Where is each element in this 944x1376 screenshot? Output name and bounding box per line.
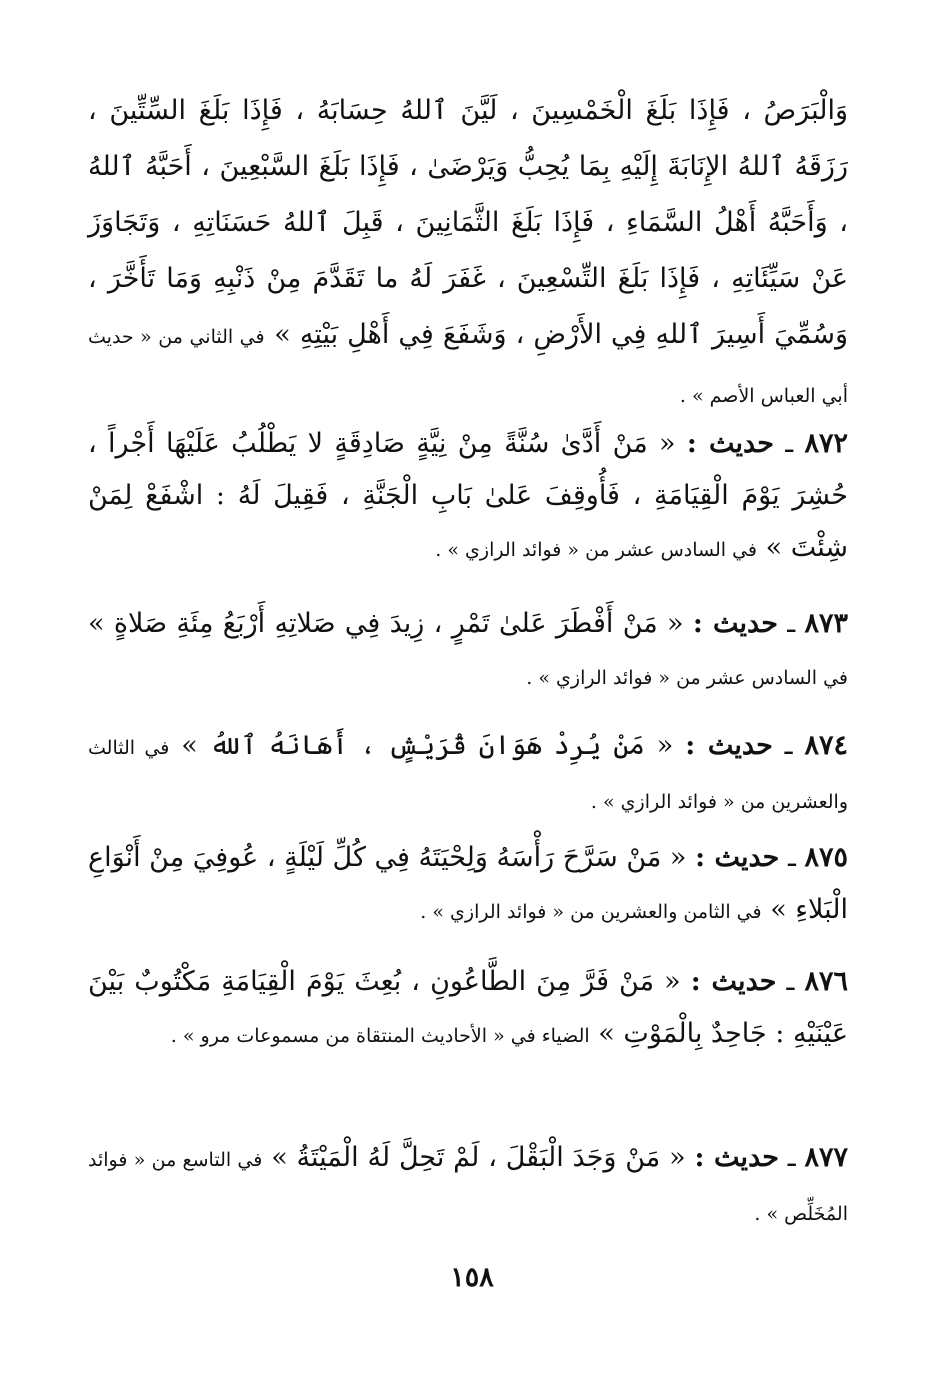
hadith-text: « مَنْ سَرَّحَ رَأْسَهُ وَلِحْيَتَهُ فِي كُلِّ لَيْلَةٍ ، عُوفِيَ مِنْ أَنْوَاعِ الْبَلاءِ » [88, 842, 848, 925]
hadith-source: في السادس عشر من « فوائد الرازي » . [526, 667, 848, 689]
hadith-label: حديث : [692, 608, 778, 639]
hadith-label: حديث : [695, 842, 780, 873]
hadith-source: في الثالث والعشرين من « فوائد الرازي » . [88, 737, 848, 813]
dash: ـ [778, 1142, 796, 1173]
hadith-source: في التاسع من « فوائد المُخَلِّص » . [88, 1149, 848, 1225]
hadith-entry [88, 720, 848, 828]
hadith-entry [88, 598, 848, 704]
continued-hadith-body: وَالْبَرَصُ ، فَإِذَا بَلَغَ الْخَمْسِينَ ، لَيَّنَ ٱللهُ حِسَابَهُ ، فَإِذَا بَلَغَ السِّتِّينَ ، رَزَقَهُ ٱللهُ الإِنَابَةَ إِلَيْهِ بِمَا يُحِبُّ وَيَرْضَىٰ ، فَإِذَا بَلَغَ السَّبْعِينَ ، أَحَبَّهُ ٱللهُ ، وَأَحَبَّهُ أَهْلُ السَّمَاءِ ، فَإِذَا بَلَغَ الثَّمَانِينَ ، قَبِلَ ٱللهُ حَسَنَاتِهِ ، وَتَجَاوَزَ عَنْ سَيِّئَاتِهِ ، فَإِذَا بَلَغَ التِّسْعِينَ ، غَفَرَ لَهُ ما تَقَدَّمَ مِنْ ذَنْبِهِ وَمَا تَأَخَّرَ ، وَسُمِّيَ أَسِيرَ ٱللهِ فِي الأَرْضِ ، وَشَفَعَ فِي أَهْلِ بَيْتِهِ » [88, 95, 848, 350]
hadith-label: حديث : [690, 966, 777, 997]
hadith-number: ٨٧٦ [804, 966, 848, 997]
hadith-text: « مَنْ وَجَدَ الْبَقْلَ ، لَمْ تَحِلَّ لَهُ الْمَيْتَةُ » [271, 1142, 686, 1173]
hadith-number: ٨٧٧ [804, 1142, 849, 1173]
hadith-number: ٨٧٢ [804, 428, 848, 459]
hadith-number: ٨٧٣ [804, 608, 848, 639]
hadith-text: « مَنْ أَفْطَرَ عَلىٰ تَمْرٍ ، زِيدَ فِي صَلاتِهِ أَرْبَعُ مِئَةِ صَلاةٍ » [88, 608, 684, 639]
page-number: ١٥٨ [450, 1262, 494, 1293]
dash: ـ [777, 608, 796, 639]
continued-hadith-source: في الثاني من « حديث أبي العباس الأصم » . [88, 326, 848, 407]
hadith-text: « مَنْ يُرِدْ هَوَانَ قُرَيْشٍ ، أَهَانَهُ ٱللهُ » [181, 730, 674, 761]
hadith-source: في السادس عشر من « فوائد الرازي » . [435, 539, 758, 561]
dash: ـ [776, 966, 795, 997]
hadith-source: في الثامن والعشرين من « فوائد الرازي » . [420, 901, 762, 923]
hadith-entry [88, 832, 848, 938]
hadith-source: الضياء في « الأحاديث المنتقاة من مسموعات مرو » . [170, 1025, 590, 1047]
dash: ـ [772, 730, 793, 761]
dash: ـ [773, 428, 794, 459]
hadith-entry [88, 1132, 848, 1240]
dash: ـ [779, 842, 796, 873]
hadith-label: حديث : [685, 730, 773, 761]
hadith-entry [88, 956, 848, 1062]
continued-hadith-text [88, 82, 848, 424]
hadith-label: حديث : [694, 1142, 779, 1173]
hadith-number: ٨٧٤ [804, 730, 848, 761]
hadith-number: ٨٧٥ [804, 842, 848, 873]
hadith-entry [88, 418, 848, 576]
hadith-text: « مَنْ أَدَّىٰ سُنَّةً مِنْ نِيَّةٍ صَادِقَةٍ لا يَطْلُبُ عَلَيْهَا أَجْراً ، حُشِرَ يَوْمَ الْقِيَامَةِ ، فَأُوقِفَ عَلىٰ بَابِ الْجَنَّةِ ، فَقِيلَ لَهُ : اشْفَعْ لِمَنْ شِئْتَ » [88, 428, 848, 563]
hadith-label: حديث : [686, 428, 774, 459]
hadith-text: « مَنْ فَرَّ مِنَ الطَّاعُونِ ، بُعِثَ يَوْمَ الْقِيَامَةِ مَكْتُوبٌ بَيْنَ عَيْنَيْهِ : جَاحِدٌ بِالْمَوْتِ » [88, 966, 848, 1049]
